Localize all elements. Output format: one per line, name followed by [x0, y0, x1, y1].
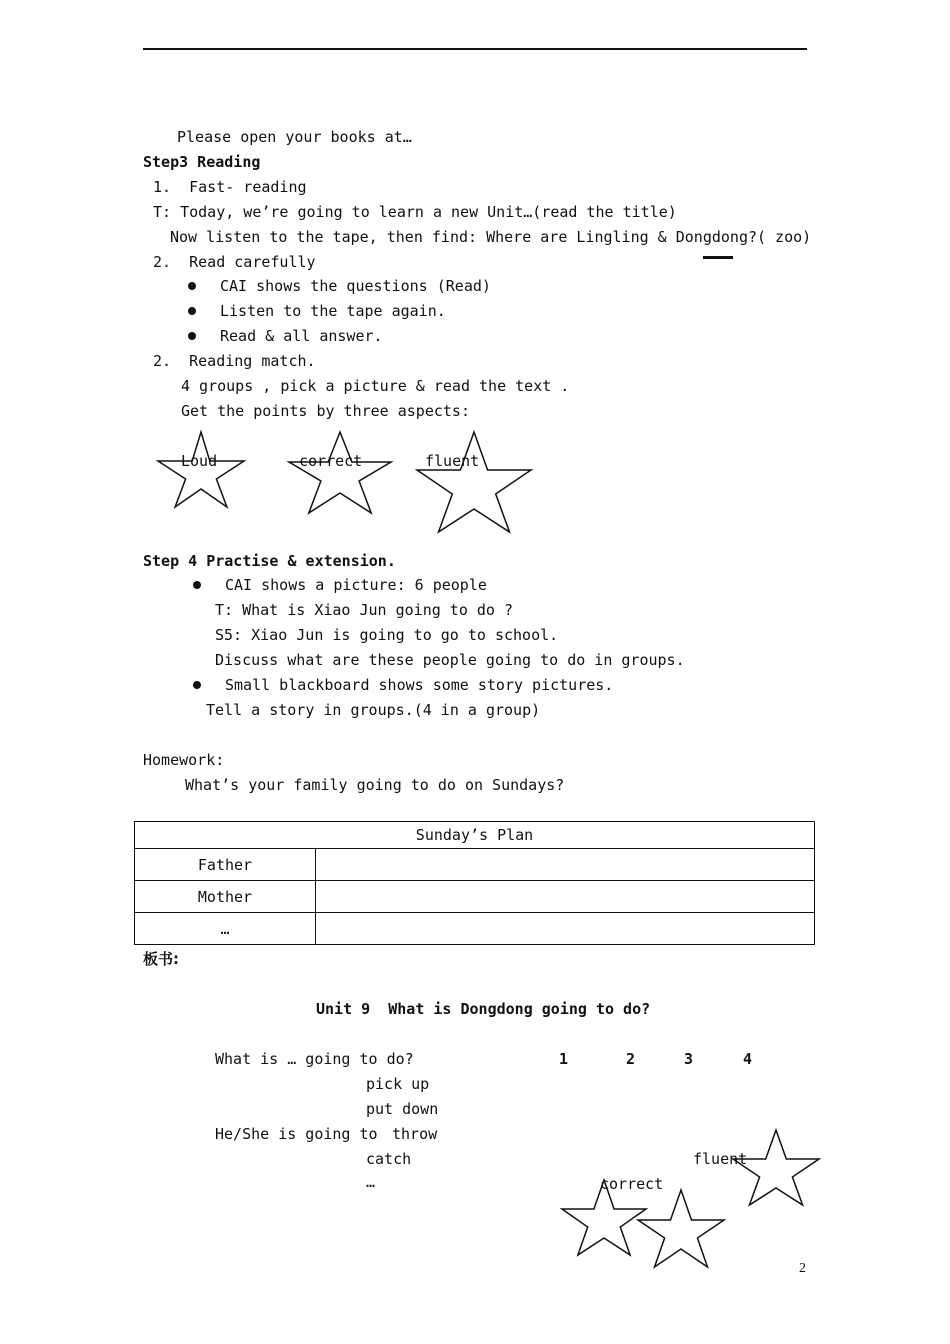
homework-question: What’s your family going to do on Sundays? — [185, 776, 565, 794]
table-title: Sunday’s Plan — [135, 822, 815, 849]
board-star-label-correct: correct — [600, 1175, 664, 1193]
bullet-item: Listen to the tape again. — [220, 302, 446, 320]
star-correct — [289, 432, 391, 513]
star-label-correct: correct — [299, 452, 363, 470]
row-label: Mother — [135, 881, 316, 913]
step4-heading: Step 4 Practise & extension. — [143, 552, 396, 570]
sunday-plan-table — [134, 821, 815, 945]
board-number: 3 — [684, 1050, 694, 1068]
bullet-dot — [193, 681, 201, 689]
star-board-correct-right — [638, 1190, 724, 1267]
t-line: T: What is Xiao Jun going to do ? — [215, 601, 514, 619]
board-label: 板书: — [143, 950, 179, 968]
step3-heading: Step3 Reading — [143, 153, 261, 171]
teacher-line: T: Today, we’re going to learn a new Unit…(read the title) — [153, 203, 677, 221]
page-number: 2 — [799, 1261, 806, 1276]
listen-line: Now listen to the tape, then find: Where are Lingling & Dongdong?( zoo) — [170, 228, 812, 246]
s5-line: S5: Xiao Jun is going to go to school. — [215, 626, 559, 644]
intro-line: Please open your books at… — [177, 128, 412, 146]
board-number: 4 — [743, 1050, 753, 1068]
bullet-item: Read & all answer. — [220, 327, 383, 345]
board-he-she: He/She is going to — [215, 1125, 378, 1143]
reading-match: 2. Reading match. — [153, 352, 316, 370]
groups-line: 4 groups , pick a picture & read the text . — [181, 377, 570, 395]
step4-bullet2: Small blackboard shows some story pictures. — [225, 676, 614, 694]
star-label-loud: Loud — [181, 452, 218, 470]
discuss-line: Discuss what are these people going to do in groups. — [215, 651, 685, 669]
board-title: Unit 9 What is Dongdong going to do? — [316, 1000, 651, 1018]
star-fluent — [417, 432, 531, 532]
table-row — [135, 849, 815, 881]
row-cell — [316, 913, 815, 945]
row-cell — [316, 881, 815, 913]
bullet-item: CAI shows the questions (Read) — [220, 277, 491, 295]
board-number: 1 — [559, 1050, 569, 1068]
board-verb: put down — [366, 1100, 439, 1118]
points-line: Get the points by three aspects: — [181, 402, 470, 420]
bullet-dot — [193, 581, 201, 589]
table-row — [135, 881, 815, 913]
star-label-fluent: fluent — [425, 452, 480, 470]
row-label: Father — [135, 849, 316, 881]
row-cell — [316, 849, 815, 881]
board-question: What is … going to do? — [215, 1050, 414, 1068]
homework-label: Homework: — [143, 751, 225, 769]
step4-bullet1: CAI shows a picture: 6 people — [225, 576, 487, 594]
board-star-label-fluent: fluent — [693, 1150, 748, 1168]
board-verb: catch — [366, 1150, 412, 1168]
board-verb: pick up — [366, 1075, 430, 1093]
row-label: … — [135, 913, 316, 945]
tell-line: Tell a story in groups.(4 in a group) — [206, 701, 541, 719]
board-number: 2 — [626, 1050, 636, 1068]
fast-reading: 1. Fast- reading — [153, 178, 307, 196]
board-verb: throw — [392, 1125, 438, 1143]
table-row — [135, 913, 815, 945]
board-verb: … — [366, 1173, 376, 1191]
read-carefully: 2. Read carefully — [153, 253, 316, 271]
